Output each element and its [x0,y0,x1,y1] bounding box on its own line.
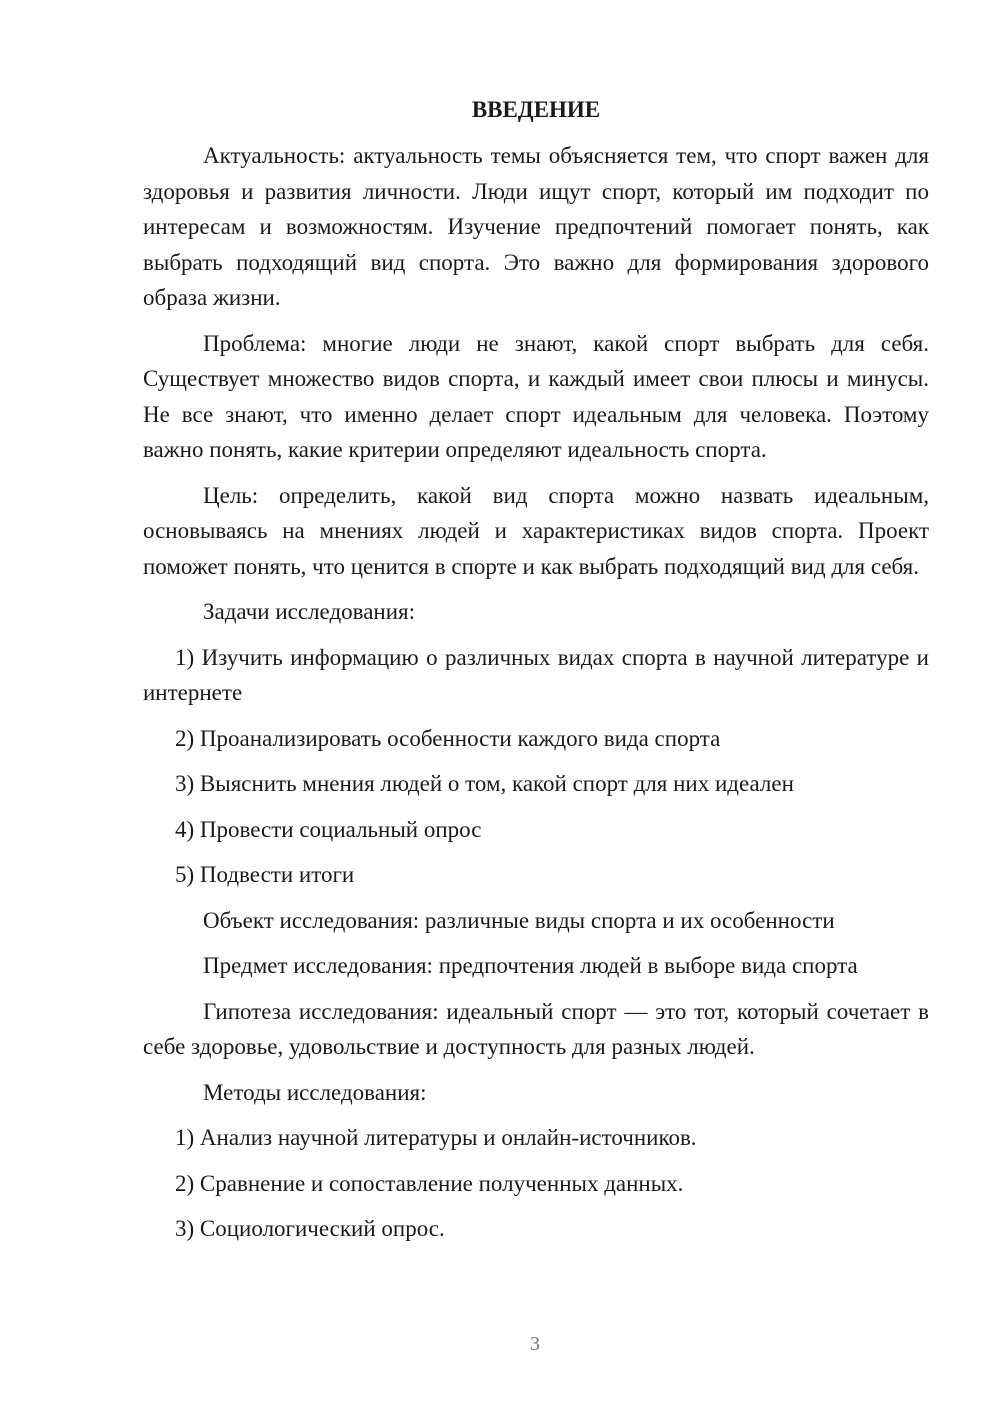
task-item: 5) Подвести итоги [175,862,355,887]
hypothesis-paragraph: Гипотеза исследования: идеальный спорт — это тот, который сочетает в себе здоровье, удовольствие и доступность для разных людей. [143,998,929,1059]
page-number: 3 [530,1333,540,1355]
method-item: 2) Сравнение и сопоставление полученных данных. [175,1170,684,1196]
task-item: 2) Проанализировать особенности каждого вида спорта [175,725,721,751]
task-item: 4) Провести социальный опрос [175,816,482,842]
object-paragraph: Объект исследования: различные виды спорта и их особенности [203,907,835,933]
section-heading: ВВЕДЕНИЕ [471,97,601,122]
relevance-paragraph: Актуальность: актуальность темы объясняется тем, что спорт важен для здоровья и развития личности. Люди ищут спорт, который им подходит по интересам и возможностям. Изучение предпочтений помогает понять, как выбрать подходящий вид спорта. Это важно для формирования здорового образа жизни. [143,143,929,310]
method-item: 1) Анализ научной литературы и онлайн-источников. [175,1125,697,1150]
methods-title: Методы исследования: [203,1079,427,1105]
document-page [143,92,929,1257]
problem-paragraph: Проблема: многие люди не знают, какой спорт выбрать для себя. Существует множество видов спорта, и каждый имеет свои плюсы и минусы. Не все знают, что именно делает спорт идеальным для человека. Поэтому важно понять, какие критерии определяют идеальность спорта. [143,330,929,462]
goal-paragraph: Цель: определить, какой вид спорта можно назвать идеальным, основываясь на мнениях людей и характеристиках видов спорта. Проект поможет понять, что ценится в спорте и как выбрать подходящий вид для себя. [143,482,929,579]
task-item: 1) Изучить информацию о различных видах спорта в научной литературе и интернете [143,644,929,705]
subject-paragraph: Предмет исследования: предпочтения людей в выборе вида спорта [203,953,858,978]
task-item: 3) Выяснить мнения людей о том, какой спорт для них идеален [175,771,794,796]
method-item: 3) Социологический опрос. [175,1216,445,1241]
tasks-title: Задачи исследования: [203,599,416,624]
